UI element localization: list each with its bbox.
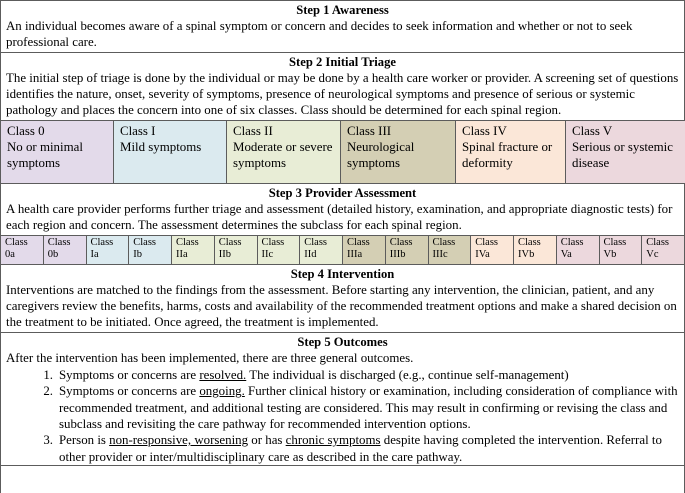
outcome-segment: Further clinical history or examination, including consideration of compliance with recommended treatment, and additional testing are considered. This may result in confirming or revising the class and subclass and revisiting the care pathway for recommended intervention options. (59, 384, 678, 431)
outcome-emphasis: ongoing. (199, 384, 245, 399)
subclass-cell-9 (386, 236, 429, 264)
step-body-outcomes: After the intervention has been implemented, there are three general outcomes. (6, 350, 414, 365)
step-title-outcomes: Step 5 Outcomes (297, 334, 388, 349)
subclass-cell-13 (557, 236, 600, 264)
subclass-cell-name: Class (603, 236, 627, 248)
subclass-cell-code: Ib (133, 249, 142, 261)
outcome-number: 1. (43, 367, 53, 382)
subclass-cell-1 (44, 236, 87, 264)
step-block-provider-assessment (1, 184, 684, 265)
outcome-item (1, 432, 678, 465)
subclass-cell-name: Class (432, 236, 456, 248)
subclass-cell-name: Class (475, 236, 499, 248)
outcome-number: 3. (43, 433, 53, 448)
step-block-outcomes (1, 333, 684, 466)
step-title-awareness: Step 1 Awareness (296, 3, 389, 17)
outcome-emphasis: chronic symptoms (285, 433, 381, 448)
subclass-cell-code: Ia (90, 249, 99, 261)
subclass-cell-code: Vc (646, 249, 659, 261)
subclass-cell-15 (642, 236, 684, 264)
subclass-cell-code: IId (304, 249, 317, 261)
subclass-cell-6 (258, 236, 301, 264)
subclass-cell-code: Vb (603, 249, 617, 261)
class-cell-0 (1, 121, 114, 183)
subclass-cell-name: Class (5, 236, 28, 248)
outcome-segment: Symptoms or concerns are (59, 367, 200, 382)
class-cell-5 (566, 121, 685, 183)
subclass-cell-2 (87, 236, 130, 264)
subclass-cell-3 (129, 236, 172, 264)
step-body-intervention: Interventions are matched to the findings from the assessment. Before starting any intervention, the clinician, patient, and any caregivers review the benefits, harms, costs and availability of the recommended treatment options and make a shared decision on the treatment to be initiated. Once agreed, the treatment is implemented. (6, 282, 677, 330)
subclass-cell-name: Class (133, 236, 157, 248)
outcome-segment: despite having completed the intervention. Referral to other provider or inter/multidisciplinary care as described in the care pathway. (59, 433, 662, 464)
subclass-cell-name: Class (176, 236, 199, 248)
subclass-cell-name: Class (347, 236, 370, 248)
subclass-cell-code: IIa (176, 249, 188, 261)
class-cell-description: No or minimal symptoms (7, 140, 83, 171)
outcome-emphasis: non-responsive, worsening (109, 433, 249, 448)
step-body-awareness: An individual becomes aware of a spinal symptom or concern and decides to seek information and whether or not to seek professional care. (6, 19, 633, 50)
outcome-segment: or has (248, 433, 286, 448)
subclass-cell-7 (300, 236, 343, 264)
subclass-cell-name: Class (261, 236, 285, 248)
step-block-intervention (1, 265, 684, 333)
class-cell-2 (227, 121, 341, 183)
subclass-cell-11 (471, 236, 514, 264)
subclass-cell-8 (343, 236, 386, 264)
subclass-cell-name: Class (518, 236, 541, 248)
subclass-cell-name: Class (646, 236, 670, 248)
outcome-segment: The individual is discharged (e.g., continue self-management) (246, 367, 569, 382)
subclass-cell-code: IVa (475, 249, 490, 261)
subclass-cell-4 (172, 236, 215, 264)
subclass-cell-code: IIb (218, 249, 231, 261)
subclass-cell-name: Class (560, 236, 584, 248)
class-cell-name: Class IV (462, 123, 507, 138)
subclass-cell-code: 0b (47, 249, 59, 261)
subclass-cell-name: Class (90, 236, 114, 248)
outcome-item (1, 367, 678, 383)
step-body-provider-assessment: A health care provider performs further triage and assessment (detailed history, examination, and appropriate diagnostic tests) for each region and concern. The assessment determines the subclass for each spinal region. (6, 201, 673, 233)
class-cell-4 (456, 121, 566, 183)
outcome-segment: Person is (59, 433, 110, 448)
outcome-segment: Symptoms or concerns are (59, 384, 200, 399)
subclass-cell-12 (514, 236, 557, 264)
step-title-provider-assessment: Step 3 Provider Assessment (268, 185, 417, 200)
subclass-cell-name: Class (47, 236, 71, 248)
outcome-emphasis: resolved. (199, 367, 247, 382)
class-cell-3 (341, 121, 456, 183)
class-cell-name: Class V (572, 123, 613, 138)
step-block-initial-triage (1, 53, 684, 184)
class-cell-name: Class III (347, 123, 392, 138)
subclass-cell-code: IIIb (389, 249, 406, 261)
class-cell-description: Moderate or severe symptoms (233, 140, 333, 171)
class-cell-description: Mild symptoms (120, 140, 202, 155)
subclass-cell-code: IIc (261, 249, 274, 261)
subclass-cell-code: Va (560, 249, 572, 261)
subclass-cell-14 (600, 236, 643, 264)
subclass-cell-code: IVb (518, 249, 535, 261)
subclass-row (1, 235, 684, 264)
class-cell-description: Spinal fracture or deformity (462, 140, 553, 171)
outcome-item (1, 383, 678, 432)
class-cell-name: Class 0 (7, 123, 45, 138)
step-block-awareness (1, 1, 684, 53)
class-cell-name: Class II (233, 123, 273, 138)
subclass-cell-name: Class (218, 236, 242, 248)
step-title-intervention: Step 4 Intervention (290, 266, 395, 281)
class-cell-1 (114, 121, 227, 183)
class-row (1, 120, 684, 183)
class-cell-description: Neurological symptoms (347, 140, 415, 171)
outcome-text (59, 368, 569, 382)
class-cell-description: Serious or systemic disease (572, 140, 673, 171)
subclass-cell-code: IIIa (347, 249, 363, 261)
subclass-cell-5 (215, 236, 258, 264)
outcome-text (59, 384, 678, 431)
outcome-text (59, 433, 662, 463)
class-cell-name: Class I (120, 123, 156, 138)
subclass-cell-code: 0a (5, 249, 15, 261)
subclass-cell-name: Class (304, 236, 328, 248)
step-title-initial-triage: Step 2 Initial Triage (289, 54, 396, 69)
subclass-cell-10 (429, 236, 472, 264)
outcome-number: 2. (43, 384, 53, 399)
step-body-initial-triage: The initial step of triage is done by the individual or may be done by a health care worker or provider. A screening set of questions identifies the nature, onset, severity of symptoms, presence of neurological symptoms and presence of serious or systemic pathology and places the concern into one of six classes. Class should be determined for each spinal region. (6, 70, 679, 118)
subclass-cell-code: IIIc (432, 249, 448, 261)
subclass-cell-0 (1, 236, 44, 264)
subclass-cell-name: Class (389, 236, 413, 248)
outcomes-list (1, 367, 684, 465)
